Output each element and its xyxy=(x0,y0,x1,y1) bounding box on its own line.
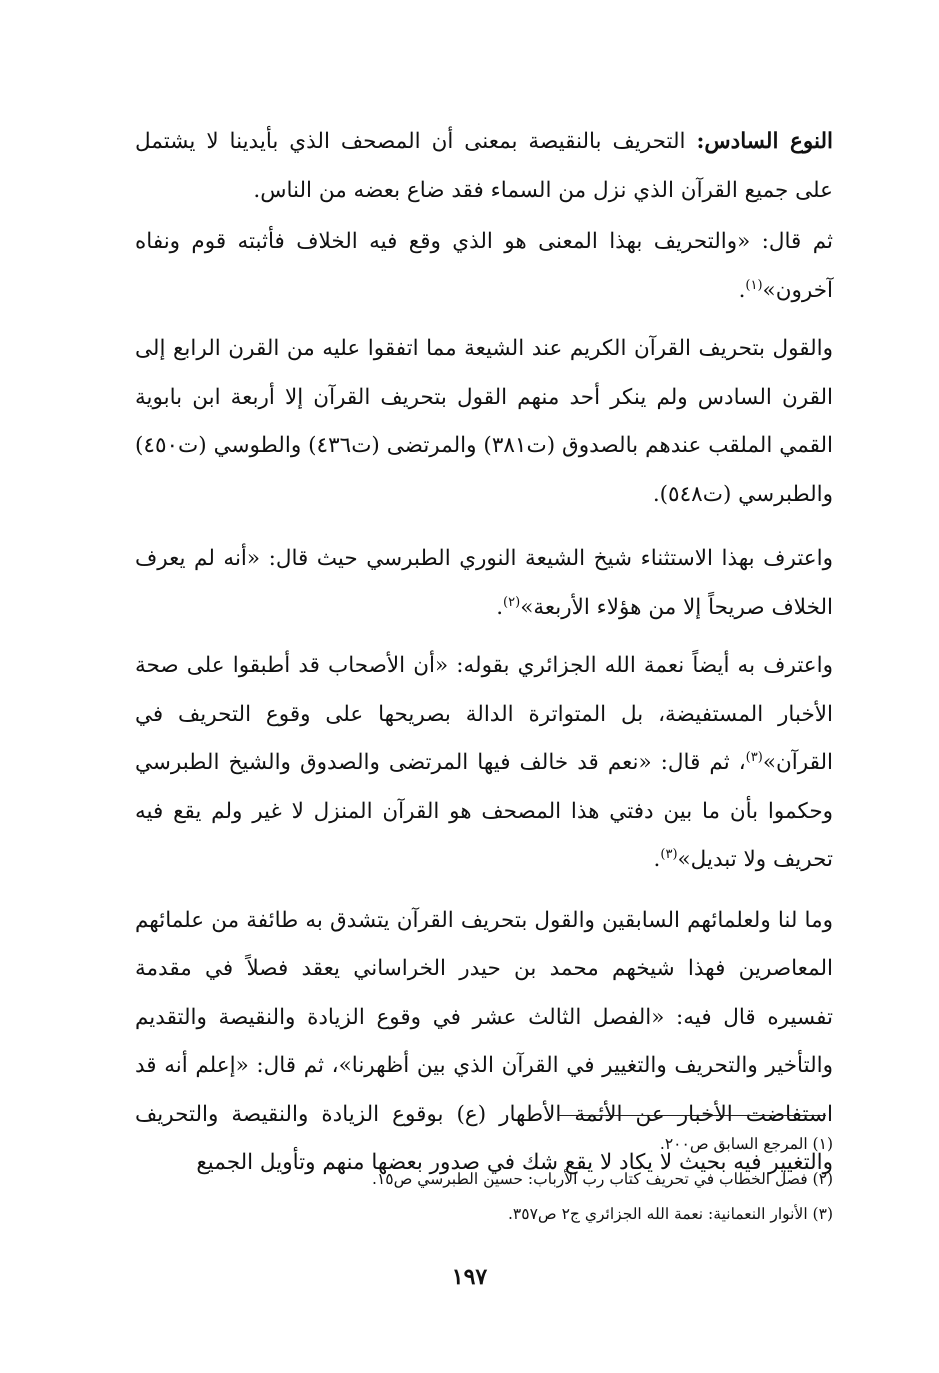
paragraph-1-text: التحريف بالنقيصة بمعنى أن المصحف الذي بأيدينا لا يشتمل على جميع القرآن الذي نزل من السماء فقد ضاع بعضه من الناس. xyxy=(135,129,833,203)
page-number: ١٩٧ xyxy=(451,1264,488,1290)
footnote-ref-1: (١) xyxy=(745,277,763,293)
footnote-1: (١) المرجع السابق ص٢٠٠. xyxy=(659,1135,833,1153)
footnote-separator xyxy=(558,1115,826,1116)
footnotes xyxy=(135,1127,833,1232)
paragraph-2-text: ثم قال: «والتحريف بهذا المعنى هو الذي وقع فيه الخلاف فأثبته قوم ونفاه آخرون» xyxy=(135,229,833,303)
paragraph-1 xyxy=(135,118,833,215)
paragraph-2 xyxy=(135,218,833,315)
footnote-ref-3b: (٣) xyxy=(660,846,678,862)
paragraph-2-end: . xyxy=(738,277,746,303)
paragraph-5-end: . xyxy=(653,847,661,872)
paragraph-4-text: واعترف بهذا الاستثناء شيخ الشيعة النوري الطبرسي حيث قال: «أنه لم يعرف الخلاف صريحاً إلا من هؤلاء الأربعة» xyxy=(135,546,833,620)
paragraph-4-end: . xyxy=(496,594,504,620)
paragraph-1-heading: النوع السادس: xyxy=(696,129,833,154)
footnote-ref-3a: (٣) xyxy=(745,749,763,765)
footnote-3: (٣) الأنوار النعمانية: نعمة الله الجزائري ج٢ ص٣٥٧. xyxy=(507,1205,833,1223)
paragraph-5-text-b: ، ثم قال: «نعم قد خالف فيها المرتضى والصدوق والشيخ الطبرسي وحكموا بأن ما بين دفتي هذا المصحف هو القرآن المنزل لا غير ولم يقع فيه تحريف ولا تبديل» xyxy=(135,750,833,872)
footnote-ref-2: (٢) xyxy=(503,594,521,610)
paragraph-5-text-a: واعترف به أيضاً نعمة الله الجزائري بقوله: «أن الأصحاب قد أطبقوا على صحة الأخبار المستفيضة، بل المتواترة الدالة بصريحها على وقوع التحريف في القرآن» xyxy=(135,653,833,775)
paragraph-4 xyxy=(135,535,833,632)
footnote-2: (٢) فصل الخطاب في تحريف كتاب رب الأرباب: حسين الطبرسي ص١٥. xyxy=(372,1170,833,1188)
page-body xyxy=(135,118,833,1188)
paragraph-5 xyxy=(135,642,833,885)
paragraph-3 xyxy=(135,325,833,519)
paragraph-6-text: وما لنا ولعلمائهم السابقين والقول بتحريف القرآن يتشدق به طائفة من علمائهم المعاصرين فهذا شيخهم محمد بن حيدر الخراساني يعقد فصلاً في مقدمة تفسيره قال فيه: «الفصل الثالث عشر في وقوع الزيادة والنقيصة والتقديم والتأخير والتحريف والتغيير في القرآن الذي بين أظهرنا»، ثم قال: «إعلم أنه قد استفاضت الأخبار عن الأئمة الأطهار (ع) بوقوع الزيادة والنقيصة والتحريف والتغيير فيه بحيث لا يكاد لا يقع شك في صدور بعضها منهم وتأويل الجميع xyxy=(135,907,833,1175)
paragraph-3-text: والقول بتحريف القرآن الكريم عند الشيعة مما اتفقوا عليه من القرن الرابع إلى القرن السادس ولم ينكر أحد منهم القول بتحريف القرآن إلا أربعة ابن بابوية القمي الملقب عندهم بالصدوق (ت٣٨١) والمرتضى (ت٤٣٦) والطوسي (ت٤٥٠) والطبرسي (ت٥٤٨). xyxy=(135,336,833,507)
